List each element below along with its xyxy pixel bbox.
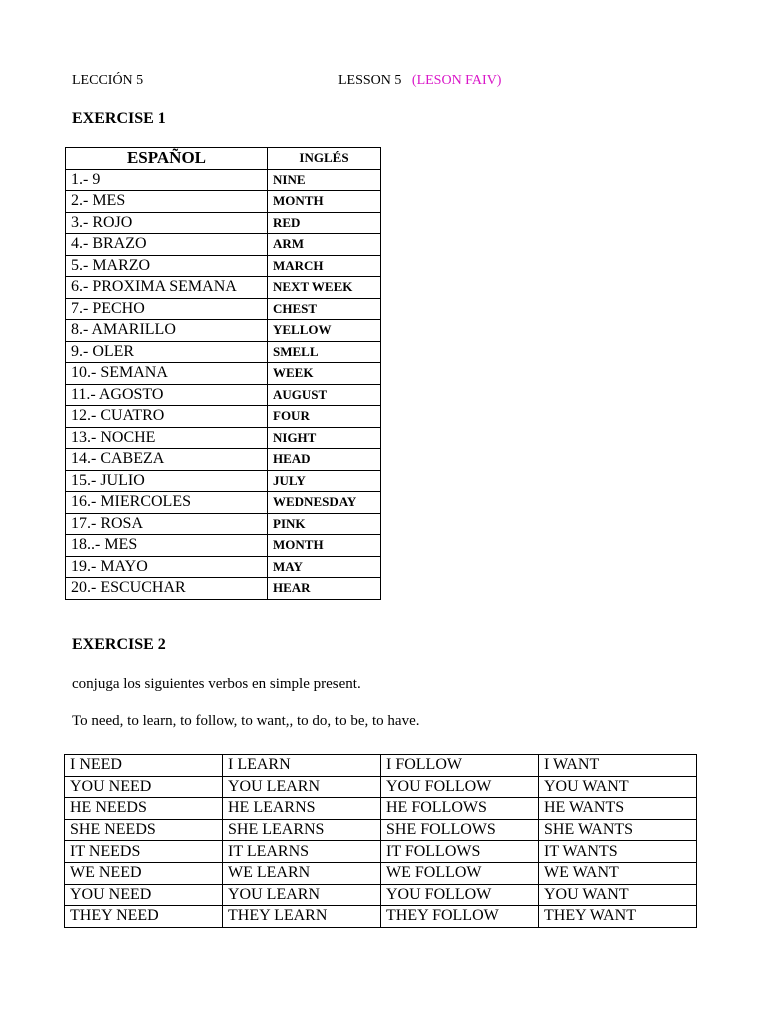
table-row bbox=[66, 320, 381, 342]
table-row bbox=[66, 363, 381, 385]
spanish-word-cell: 18..- MES bbox=[66, 535, 268, 557]
english-word-cell: FOUR bbox=[268, 406, 381, 428]
english-word-cell: PINK bbox=[268, 513, 381, 535]
table-row bbox=[66, 556, 381, 578]
english-word-cell: NIGHT bbox=[268, 427, 381, 449]
spanish-word-cell: 9.- OLER bbox=[66, 341, 268, 363]
table-row bbox=[66, 277, 381, 299]
conjugation-cell: SHE NEEDS bbox=[65, 819, 223, 841]
header-lesson-en bbox=[338, 73, 501, 89]
spanish-word-cell: 5.- MARZO bbox=[66, 255, 268, 277]
exercise2-instruction: conjuga los siguientes verbos en simple present. bbox=[72, 676, 361, 692]
table-row bbox=[66, 578, 381, 600]
spanish-word-cell: 16.- MIERCOLES bbox=[66, 492, 268, 514]
table-row bbox=[66, 470, 381, 492]
conjugation-cell: WE WANT bbox=[539, 862, 697, 884]
exercise2-title: EXERCISE 2 bbox=[72, 636, 166, 653]
column-header-english: INGLÉS bbox=[268, 148, 381, 170]
header-pronunciation: (LESON FAIV) bbox=[411, 73, 502, 88]
table-row bbox=[66, 255, 381, 277]
conjugation-cell: SHE WANTS bbox=[539, 819, 697, 841]
table-row bbox=[65, 862, 697, 884]
spanish-word-cell: 2.- MES bbox=[66, 191, 268, 213]
english-word-cell: MAY bbox=[268, 556, 381, 578]
conjugation-cell: IT NEEDS bbox=[65, 841, 223, 863]
conjugation-cell: THEY LEARN bbox=[223, 906, 381, 928]
conjugation-cell: YOU FOLLOW bbox=[381, 884, 539, 906]
exercise1-title: EXERCISE 1 bbox=[72, 110, 166, 127]
english-word-cell: AUGUST bbox=[268, 384, 381, 406]
conjugation-cell: IT LEARNS bbox=[223, 841, 381, 863]
spanish-word-cell: 12.- CUATRO bbox=[66, 406, 268, 428]
spanish-word-cell: 7.- PECHO bbox=[66, 298, 268, 320]
header-lesson-en-label: LESSON 5 bbox=[338, 73, 402, 88]
exercise2-verb-list: To need, to learn, to follow, to want,, to do, to be, to have. bbox=[72, 713, 420, 729]
vocabulary-table bbox=[65, 147, 381, 600]
english-word-cell: NEXT WEEK bbox=[268, 277, 381, 299]
conjugation-cell: IT FOLLOWS bbox=[381, 841, 539, 863]
conjugation-cell: YOU LEARN bbox=[223, 884, 381, 906]
table-row bbox=[65, 755, 697, 777]
english-word-cell: HEAD bbox=[268, 449, 381, 471]
spanish-word-cell: 15.- JULIO bbox=[66, 470, 268, 492]
spanish-word-cell: 10.- SEMANA bbox=[66, 363, 268, 385]
table-row bbox=[66, 535, 381, 557]
conjugation-cell: WE LEARN bbox=[223, 862, 381, 884]
column-header-spanish: ESPAÑOL bbox=[66, 148, 268, 170]
conjugation-cell: YOU LEARN bbox=[223, 776, 381, 798]
table-row bbox=[66, 513, 381, 535]
conjugation-cell: I LEARN bbox=[223, 755, 381, 777]
english-word-cell: MONTH bbox=[268, 191, 381, 213]
conjugation-table bbox=[64, 754, 697, 928]
spanish-word-cell: 13.- NOCHE bbox=[66, 427, 268, 449]
english-word-cell: HEAR bbox=[268, 578, 381, 600]
conjugation-cell: YOU NEED bbox=[65, 776, 223, 798]
english-word-cell: JULY bbox=[268, 470, 381, 492]
conjugation-cell: I WANT bbox=[539, 755, 697, 777]
conjugation-cell: I FOLLOW bbox=[381, 755, 539, 777]
spanish-word-cell: 3.- ROJO bbox=[66, 212, 268, 234]
table-row bbox=[65, 798, 697, 820]
table-row bbox=[66, 298, 381, 320]
english-word-cell: MARCH bbox=[268, 255, 381, 277]
spanish-word-cell: 19.- MAYO bbox=[66, 556, 268, 578]
conjugation-cell: THEY NEED bbox=[65, 906, 223, 928]
conjugation-cell: WE FOLLOW bbox=[381, 862, 539, 884]
conjugation-cell: HE WANTS bbox=[539, 798, 697, 820]
spanish-word-cell: 8.- AMARILLO bbox=[66, 320, 268, 342]
english-word-cell: MONTH bbox=[268, 535, 381, 557]
spanish-word-cell: 1.- 9 bbox=[66, 169, 268, 191]
conjugation-cell: HE FOLLOWS bbox=[381, 798, 539, 820]
table-row bbox=[66, 492, 381, 514]
table-row bbox=[65, 906, 697, 928]
english-word-cell: WEDNESDAY bbox=[268, 492, 381, 514]
conjugation-cell: HE LEARNS bbox=[223, 798, 381, 820]
conjugation-cell: THEY FOLLOW bbox=[381, 906, 539, 928]
english-word-cell: NINE bbox=[268, 169, 381, 191]
table-row bbox=[66, 191, 381, 213]
table-row bbox=[66, 406, 381, 428]
table-row bbox=[66, 427, 381, 449]
conjugation-cell: YOU WANT bbox=[539, 884, 697, 906]
table-row bbox=[66, 341, 381, 363]
spanish-word-cell: 20.- ESCUCHAR bbox=[66, 578, 268, 600]
english-word-cell: CHEST bbox=[268, 298, 381, 320]
table-row bbox=[66, 212, 381, 234]
conjugation-cell: YOU FOLLOW bbox=[381, 776, 539, 798]
conjugation-cell: SHE FOLLOWS bbox=[381, 819, 539, 841]
table-row bbox=[65, 776, 697, 798]
vocabulary-header-row bbox=[66, 148, 381, 170]
conjugation-cell: THEY WANT bbox=[539, 906, 697, 928]
table-row bbox=[66, 384, 381, 406]
conjugation-cell: I NEED bbox=[65, 755, 223, 777]
header-lesson-es: LECCIÓN 5 bbox=[72, 73, 144, 88]
conjugation-cell: YOU NEED bbox=[65, 884, 223, 906]
english-word-cell: WEEK bbox=[268, 363, 381, 385]
table-row bbox=[66, 449, 381, 471]
spanish-word-cell: 17.- ROSA bbox=[66, 513, 268, 535]
spanish-word-cell: 14.- CABEZA bbox=[66, 449, 268, 471]
english-word-cell: ARM bbox=[268, 234, 381, 256]
english-word-cell: SMELL bbox=[268, 341, 381, 363]
table-row bbox=[65, 884, 697, 906]
spanish-word-cell: 6.- PROXIMA SEMANA bbox=[66, 277, 268, 299]
spanish-word-cell: 11.- AGOSTO bbox=[66, 384, 268, 406]
conjugation-cell: SHE LEARNS bbox=[223, 819, 381, 841]
conjugation-cell: HE NEEDS bbox=[65, 798, 223, 820]
conjugation-cell: IT WANTS bbox=[539, 841, 697, 863]
spanish-word-cell: 4.- BRAZO bbox=[66, 234, 268, 256]
table-row bbox=[66, 169, 381, 191]
table-row bbox=[65, 841, 697, 863]
english-word-cell: YELLOW bbox=[268, 320, 381, 342]
conjugation-cell: WE NEED bbox=[65, 862, 223, 884]
table-row bbox=[65, 819, 697, 841]
table-row bbox=[66, 234, 381, 256]
english-word-cell: RED bbox=[268, 212, 381, 234]
conjugation-cell: YOU WANT bbox=[539, 776, 697, 798]
